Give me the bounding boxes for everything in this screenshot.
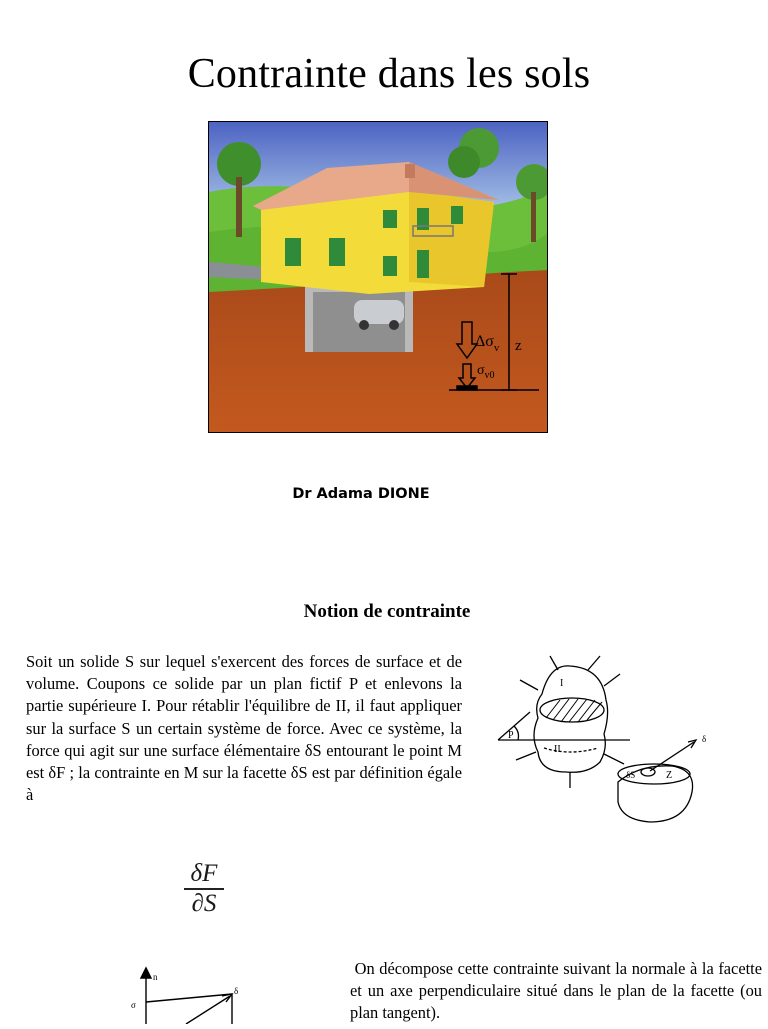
cover-illustration	[208, 121, 548, 433]
label-P: P	[508, 730, 514, 741]
label-Z: Z	[666, 770, 673, 781]
label-II: II	[554, 744, 561, 755]
page-title: Contrainte dans les sols	[187, 51, 591, 97]
label-delta: δ	[234, 986, 239, 996]
basement	[305, 284, 413, 352]
label-delta: δ	[702, 734, 707, 744]
stress-formula	[184, 861, 224, 917]
formula-denominator: ∂S	[191, 890, 217, 917]
paragraph-text: On décompose cette contrainte suivant la normale à la facette et un axe perpendiculaire situé dans le plan de la facette (ou plan tangent).	[350, 959, 767, 1023]
solid-cut-figure	[490, 652, 720, 830]
stress-vector	[186, 996, 230, 1024]
formula-numerator: δF	[184, 861, 224, 890]
label-dS: δS	[626, 770, 636, 780]
sigma-label: σ	[477, 363, 485, 378]
paragraph-stress-definition	[26, 651, 462, 806]
section-heading: Notion de contrainte	[303, 601, 471, 622]
label-I: I	[560, 678, 564, 689]
depth-label: z	[515, 338, 522, 354]
sigma-sub: v0	[484, 370, 495, 381]
author-name: Dr Adama DIONE	[292, 486, 430, 502]
label-sigma: σ	[131, 1000, 136, 1010]
delta-sigma-sub: v	[493, 342, 500, 354]
delta-sigma-label: Δσ	[475, 333, 494, 350]
label-n: n	[153, 972, 158, 982]
paragraph-decomposition	[350, 958, 767, 1025]
paragraph-text: Soit un solide S sur lequel s'exercent des forces de surface et de volume. Coupons ce solide par un plan fictif P et enlevons la partie supérieure I. Pour rétablir l'équilibre de II, il faut appliquer sur la surface S un certain système de force. Avec ce système, la force qui agit sur une surface élémentaire δS entourant le point M est δF ; la contrainte en M sur la facette δS est par définition égale à	[26, 652, 462, 805]
stress-decomposition-figure	[126, 964, 256, 1024]
